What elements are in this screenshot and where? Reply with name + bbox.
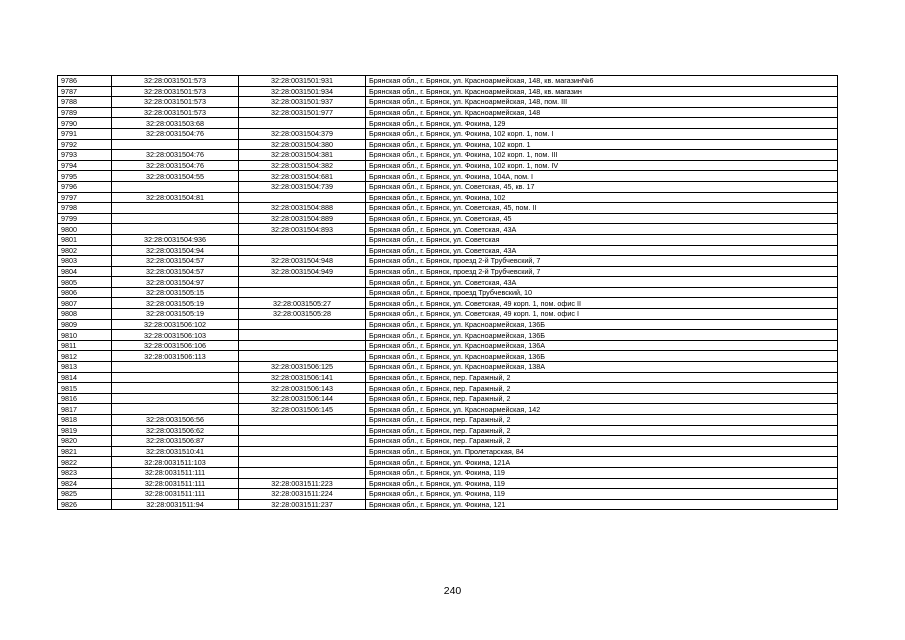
row-number-cell: 9820 — [58, 436, 112, 447]
table-row — [58, 266, 838, 277]
table-row — [58, 425, 838, 436]
object-cadastral-number-cell: 32:28:0031511:224 — [239, 489, 366, 500]
land-cadastral-number-cell: 32:28:0031501:573 — [112, 76, 239, 87]
address-cell: Брянская обл., г. Брянск, ул. Красноармейская, 136А — [366, 340, 838, 351]
land-cadastral-number-cell — [112, 404, 239, 415]
land-cadastral-number-cell — [112, 362, 239, 373]
land-cadastral-number-cell: 32:28:0031505:15 — [112, 287, 239, 298]
address-cell: Брянская обл., г. Брянск, ул. Красноармейская, 138А — [366, 362, 838, 373]
object-cadastral-number-cell: 32:28:0031506:141 — [239, 372, 366, 383]
land-cadastral-number-cell: 32:28:0031501:573 — [112, 97, 239, 108]
table-row — [58, 383, 838, 394]
table-row — [58, 76, 838, 87]
land-cadastral-number-cell: 32:28:0031511:94 — [112, 499, 239, 510]
address-cell: Брянская обл., г. Брянск, ул. Советская, 45, пом. II — [366, 203, 838, 214]
row-number-cell: 9794 — [58, 160, 112, 171]
object-cadastral-number-cell — [239, 319, 366, 330]
object-cadastral-number-cell — [239, 118, 366, 129]
table-row — [58, 298, 838, 309]
row-number-cell: 9799 — [58, 213, 112, 224]
land-cadastral-number-cell — [112, 372, 239, 383]
table-row — [58, 203, 838, 214]
table-row — [58, 245, 838, 256]
row-number-cell: 9818 — [58, 415, 112, 426]
address-cell: Брянская обл., г. Брянск, проезд 2-й Трубчевский, 7 — [366, 256, 838, 267]
land-cadastral-number-cell: 32:28:0031504:97 — [112, 277, 239, 288]
object-cadastral-number-cell: 32:28:0031504:949 — [239, 266, 366, 277]
land-cadastral-number-cell: 32:28:0031506:87 — [112, 436, 239, 447]
row-number-cell: 9792 — [58, 139, 112, 150]
page-number: 240 — [443, 585, 462, 597]
land-cadastral-number-cell — [112, 213, 239, 224]
address-cell: Брянская обл., г. Брянск, ул. Советская, 43А — [366, 245, 838, 256]
object-cadastral-number-cell — [239, 446, 366, 457]
row-number-cell: 9803 — [58, 256, 112, 267]
land-cadastral-number-cell: 32:28:0031501:573 — [112, 107, 239, 118]
row-number-cell: 9797 — [58, 192, 112, 203]
land-cadastral-number-cell: 32:28:0031501:573 — [112, 86, 239, 97]
address-cell: Брянская обл., г. Брянск, ул. Фокина, 129 — [366, 118, 838, 129]
land-cadastral-number-cell — [112, 224, 239, 235]
table-row — [58, 128, 838, 139]
row-number-cell: 9817 — [58, 404, 112, 415]
land-cadastral-number-cell — [112, 393, 239, 404]
address-cell: Брянская обл., г. Брянск, ул. Фокина, 102 — [366, 192, 838, 203]
address-cell: Брянская обл., г. Брянск, пер. Гаражный, 2 — [366, 372, 838, 383]
land-cadastral-number-cell: 32:28:0031503:68 — [112, 118, 239, 129]
land-cadastral-number-cell — [112, 203, 239, 214]
object-cadastral-number-cell: 32:28:0031504:380 — [239, 139, 366, 150]
object-cadastral-number-cell: 32:28:0031504:681 — [239, 171, 366, 182]
table-row — [58, 256, 838, 267]
table-row — [58, 415, 838, 426]
land-cadastral-number-cell: 32:28:0031505:19 — [112, 309, 239, 320]
address-cell: Брянская обл., г. Брянск, ул. Красноармейская, 136Б — [366, 330, 838, 341]
table-row — [58, 404, 838, 415]
land-cadastral-number-cell: 32:28:0031511:111 — [112, 467, 239, 478]
row-number-cell: 9811 — [58, 340, 112, 351]
row-number-cell: 9804 — [58, 266, 112, 277]
address-cell: Брянская обл., г. Брянск, ул. Советская, 49 корп. 1, пом. офис I — [366, 309, 838, 320]
row-number-cell: 9808 — [58, 309, 112, 320]
row-number-cell: 9791 — [58, 128, 112, 139]
object-cadastral-number-cell — [239, 415, 366, 426]
address-cell: Брянская обл., г. Брянск, ул. Фокина, 102 корп. 1, пом. III — [366, 150, 838, 161]
table-row — [58, 213, 838, 224]
address-cell: Брянская обл., г. Брянск, пер. Гаражный, 2 — [366, 425, 838, 436]
land-cadastral-number-cell: 32:28:0031504:76 — [112, 160, 239, 171]
row-number-cell: 9789 — [58, 107, 112, 118]
address-cell: Брянская обл., г. Брянск, пер. Гаражный, 2 — [366, 436, 838, 447]
table-row — [58, 372, 838, 383]
object-cadastral-number-cell: 32:28:0031501:937 — [239, 97, 366, 108]
object-cadastral-number-cell: 32:28:0031504:379 — [239, 128, 366, 139]
row-number-cell: 9788 — [58, 97, 112, 108]
table-body — [58, 76, 838, 510]
row-number-cell: 9802 — [58, 245, 112, 256]
table-row — [58, 362, 838, 373]
land-cadastral-number-cell: 32:28:0031510:41 — [112, 446, 239, 457]
row-number-cell: 9815 — [58, 383, 112, 394]
object-cadastral-number-cell — [239, 277, 366, 288]
row-number-cell: 9805 — [58, 277, 112, 288]
address-cell: Брянская обл., г. Брянск, ул. Фокина, 119 — [366, 489, 838, 500]
address-cell: Брянская обл., г. Брянск, ул. Советская — [366, 234, 838, 245]
row-number-cell: 9813 — [58, 362, 112, 373]
table-row — [58, 181, 838, 192]
object-cadastral-number-cell — [239, 340, 366, 351]
object-cadastral-number-cell: 32:28:0031504:739 — [239, 181, 366, 192]
object-cadastral-number-cell: 32:28:0031504:888 — [239, 203, 366, 214]
land-cadastral-number-cell — [112, 181, 239, 192]
table-row — [58, 86, 838, 97]
object-cadastral-number-cell — [239, 192, 366, 203]
object-cadastral-number-cell: 32:28:0031506:145 — [239, 404, 366, 415]
land-cadastral-number-cell: 32:28:0031506:103 — [112, 330, 239, 341]
address-cell: Брянская обл., г. Брянск, ул. Фокина, 102 корп. 1, пом. IV — [366, 160, 838, 171]
address-cell: Брянская обл., г. Брянск, ул. Советская, 49 корп. 1, пом. офис II — [366, 298, 838, 309]
address-cell: Брянская обл., г. Брянск, ул. Советская, 45 — [366, 213, 838, 224]
row-number-cell: 9795 — [58, 171, 112, 182]
object-cadastral-number-cell: 32:28:0031501:934 — [239, 86, 366, 97]
row-number-cell: 9823 — [58, 467, 112, 478]
table-row — [58, 393, 838, 404]
land-cadastral-number-cell: 32:28:0031506:62 — [112, 425, 239, 436]
row-number-cell: 9806 — [58, 287, 112, 298]
row-number-cell: 9786 — [58, 76, 112, 87]
object-cadastral-number-cell: 32:28:0031506:143 — [239, 383, 366, 394]
row-number-cell: 9826 — [58, 499, 112, 510]
address-cell: Брянская обл., г. Брянск, пер. Гаражный, 2 — [366, 383, 838, 394]
object-cadastral-number-cell: 32:28:0031504:893 — [239, 224, 366, 235]
address-cell: Брянская обл., г. Брянск, ул. Красноармейская, 148 — [366, 107, 838, 118]
object-cadastral-number-cell: 32:28:0031501:977 — [239, 107, 366, 118]
table-row — [58, 330, 838, 341]
land-cadastral-number-cell: 32:28:0031511:111 — [112, 489, 239, 500]
address-cell: Брянская обл., г. Брянск, ул. Красноармейская, 136Б — [366, 351, 838, 362]
object-cadastral-number-cell: 32:28:0031506:125 — [239, 362, 366, 373]
address-cell: Брянская обл., г. Брянск, ул. Фокина, 102 корп. 1, пом. I — [366, 128, 838, 139]
table-row — [58, 499, 838, 510]
land-cadastral-number-cell: 32:28:0031504:57 — [112, 266, 239, 277]
land-cadastral-number-cell: 32:28:0031504:76 — [112, 128, 239, 139]
row-number-cell: 9814 — [58, 372, 112, 383]
object-cadastral-number-cell — [239, 330, 366, 341]
address-cell: Брянская обл., г. Брянск, ул. Фокина, 121 — [366, 499, 838, 510]
land-cadastral-number-cell: 32:28:0031504:81 — [112, 192, 239, 203]
row-number-cell: 9807 — [58, 298, 112, 309]
table-row — [58, 319, 838, 330]
table-row — [58, 340, 838, 351]
object-cadastral-number-cell: 32:28:0031505:28 — [239, 309, 366, 320]
object-cadastral-number-cell: 32:28:0031504:889 — [239, 213, 366, 224]
table-row — [58, 351, 838, 362]
address-cell: Брянская обл., г. Брянск, ул. Красноармейская, 148, кв. магазин№6 — [366, 76, 838, 87]
table-row — [58, 436, 838, 447]
row-number-cell: 9787 — [58, 86, 112, 97]
land-cadastral-number-cell: 32:28:0031506:113 — [112, 351, 239, 362]
address-cell: Брянская обл., г. Брянск, ул. Красноармейская, 148, пом. III — [366, 97, 838, 108]
land-cadastral-number-cell: 32:28:0031511:111 — [112, 478, 239, 489]
address-cell: Брянская обл., г. Брянск, ул. Фокина, 102 корп. 1 — [366, 139, 838, 150]
land-cadastral-number-cell: 32:28:0031504:57 — [112, 256, 239, 267]
row-number-cell: 9800 — [58, 224, 112, 235]
land-cadastral-number-cell: 32:28:0031506:102 — [112, 319, 239, 330]
table-row — [58, 277, 838, 288]
address-cell: Брянская обл., г. Брянск, пер. Гаражный, 2 — [366, 393, 838, 404]
table-row — [58, 150, 838, 161]
row-number-cell: 9801 — [58, 234, 112, 245]
object-cadastral-number-cell — [239, 245, 366, 256]
row-number-cell: 9798 — [58, 203, 112, 214]
object-cadastral-number-cell — [239, 457, 366, 468]
address-cell: Брянская обл., г. Брянск, пер. Гаражный, 2 — [366, 415, 838, 426]
table-row — [58, 139, 838, 150]
address-cell: Брянская обл., г. Брянск, проезд Трубчевский, 10 — [366, 287, 838, 298]
address-cell: Брянская обл., г. Брянск, ул. Фокина, 121А — [366, 457, 838, 468]
object-cadastral-number-cell: 32:28:0031501:931 — [239, 76, 366, 87]
land-cadastral-number-cell: 32:28:0031511:103 — [112, 457, 239, 468]
cadastral-registry-table — [57, 75, 838, 510]
land-cadastral-number-cell: 32:28:0031506:56 — [112, 415, 239, 426]
row-number-cell: 9819 — [58, 425, 112, 436]
object-cadastral-number-cell: 32:28:0031504:382 — [239, 160, 366, 171]
address-cell: Брянская обл., г. Брянск, ул. Красноармейская, 142 — [366, 404, 838, 415]
object-cadastral-number-cell: 32:28:0031511:237 — [239, 499, 366, 510]
table-row — [58, 107, 838, 118]
address-cell: Брянская обл., г. Брянск, ул. Красноармейская, 148, кв. магазин — [366, 86, 838, 97]
table-row — [58, 224, 838, 235]
row-number-cell: 9824 — [58, 478, 112, 489]
address-cell: Брянская обл., г. Брянск, ул. Пролетарская, 84 — [366, 446, 838, 457]
row-number-cell: 9796 — [58, 181, 112, 192]
table-row — [58, 234, 838, 245]
object-cadastral-number-cell — [239, 425, 366, 436]
row-number-cell: 9809 — [58, 319, 112, 330]
table-row — [58, 192, 838, 203]
land-cadastral-number-cell: 32:28:0031504:55 — [112, 171, 239, 182]
address-cell: Брянская обл., г. Брянск, ул. Советская, 45, кв. 17 — [366, 181, 838, 192]
row-number-cell: 9822 — [58, 457, 112, 468]
table-row — [58, 118, 838, 129]
table-row — [58, 446, 838, 457]
row-number-cell: 9790 — [58, 118, 112, 129]
object-cadastral-number-cell — [239, 436, 366, 447]
land-cadastral-number-cell: 32:28:0031506:106 — [112, 340, 239, 351]
table-row — [58, 478, 838, 489]
object-cadastral-number-cell: 32:28:0031505:27 — [239, 298, 366, 309]
object-cadastral-number-cell — [239, 467, 366, 478]
row-number-cell: 9825 — [58, 489, 112, 500]
table-row — [58, 467, 838, 478]
table-row — [58, 489, 838, 500]
land-cadastral-number-cell — [112, 139, 239, 150]
table-row — [58, 457, 838, 468]
address-cell: Брянская обл., г. Брянск, ул. Советская, 43А — [366, 224, 838, 235]
row-number-cell: 9793 — [58, 150, 112, 161]
object-cadastral-number-cell: 32:28:0031504:948 — [239, 256, 366, 267]
land-cadastral-number-cell: 32:28:0031504:76 — [112, 150, 239, 161]
land-cadastral-number-cell: 32:28:0031504:94 — [112, 245, 239, 256]
address-cell: Брянская обл., г. Брянск, ул. Красноармейская, 136Б — [366, 319, 838, 330]
land-cadastral-number-cell: 32:28:0031504:936 — [112, 234, 239, 245]
table-row — [58, 171, 838, 182]
land-cadastral-number-cell — [112, 383, 239, 394]
table-row — [58, 97, 838, 108]
table-row — [58, 160, 838, 171]
object-cadastral-number-cell — [239, 287, 366, 298]
address-cell: Брянская обл., г. Брянск, ул. Фокина, 119 — [366, 478, 838, 489]
address-cell: Брянская обл., г. Брянск, ул. Советская, 43А — [366, 277, 838, 288]
object-cadastral-number-cell: 32:28:0031506:144 — [239, 393, 366, 404]
object-cadastral-number-cell: 32:28:0031504:381 — [239, 150, 366, 161]
address-cell: Брянская обл., г. Брянск, ул. Фокина, 104А, пом. I — [366, 171, 838, 182]
row-number-cell: 9816 — [58, 393, 112, 404]
object-cadastral-number-cell: 32:28:0031511:223 — [239, 478, 366, 489]
row-number-cell: 9812 — [58, 351, 112, 362]
object-cadastral-number-cell — [239, 351, 366, 362]
table-row — [58, 287, 838, 298]
address-cell: Брянская обл., г. Брянск, ул. Фокина, 119 — [366, 467, 838, 478]
row-number-cell: 9810 — [58, 330, 112, 341]
land-cadastral-number-cell: 32:28:0031505:19 — [112, 298, 239, 309]
address-cell: Брянская обл., г. Брянск, проезд 2-й Трубчевский, 7 — [366, 266, 838, 277]
table-row — [58, 309, 838, 320]
object-cadastral-number-cell — [239, 234, 366, 245]
row-number-cell: 9821 — [58, 446, 112, 457]
